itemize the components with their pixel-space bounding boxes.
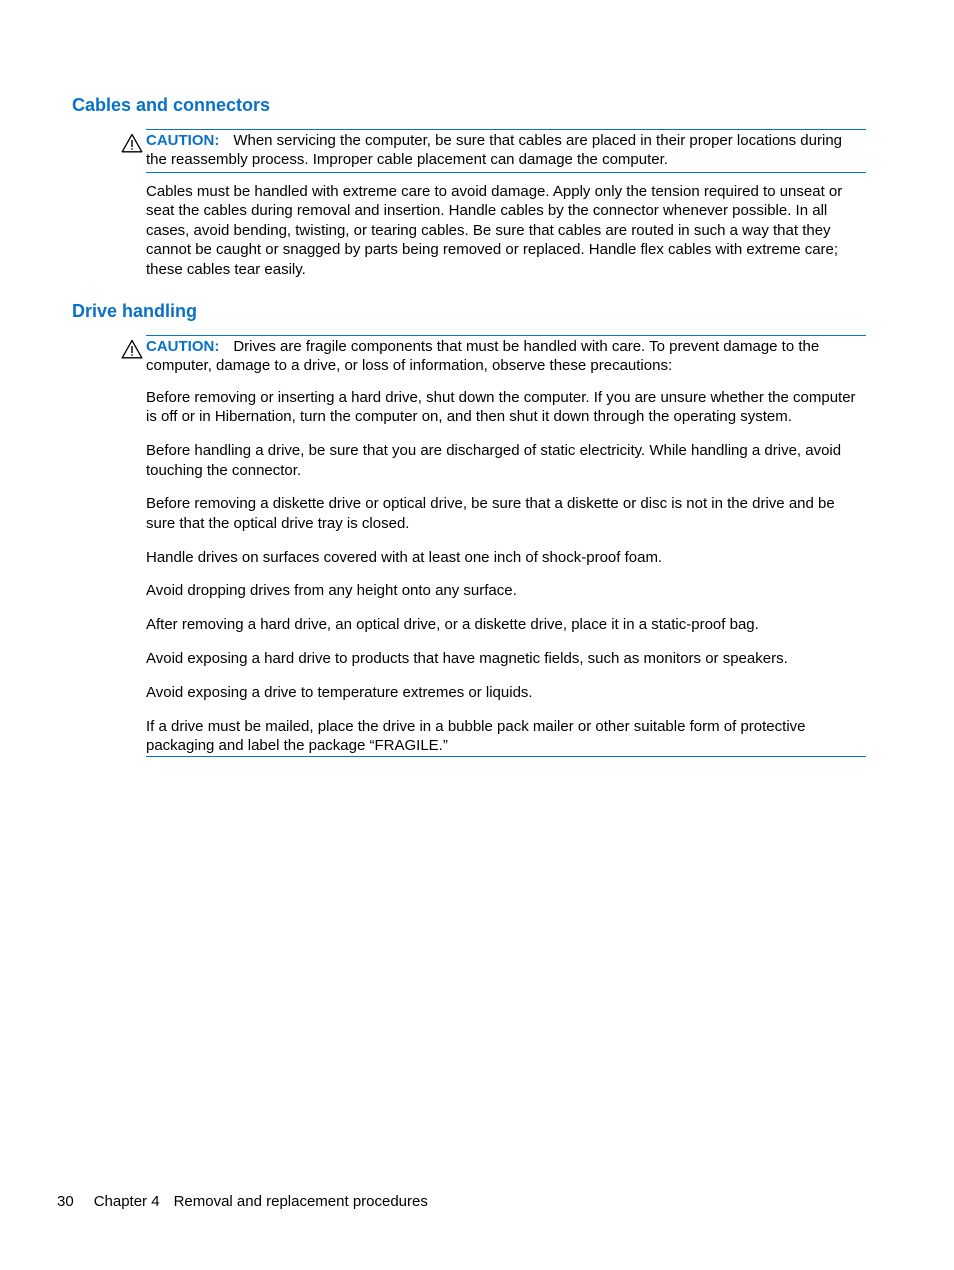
- precaution-paragraph: Avoid exposing a drive to temperature extremes or liquids.: [146, 683, 533, 701]
- page-number: 30: [57, 1193, 74, 1210]
- precaution-paragraph: Before removing or inserting a hard drive, shut down the computer. If you are unsure whether the computer is off or in Hibernation, turn the computer on, and then shut it down through the operating system.: [146, 389, 856, 426]
- drive-precautions-list: [146, 388, 866, 757]
- warning-triangle-icon: [121, 133, 143, 153]
- precaution-paragraph: Avoid dropping drives from any height onto any surface.: [146, 582, 517, 600]
- caution-message: Drives are fragile components that must be handled with care. To prevent damage to the computer, damage to a drive, or loss of information, observe these precautions:: [146, 338, 820, 375]
- caution-message: When servicing the computer, be sure that cables are placed in their proper locations during the reassembly process. Improper cable placement can damage the computer.: [146, 132, 842, 169]
- cables-body: [146, 182, 866, 279]
- warning-triangle-icon: [121, 339, 143, 359]
- section-heading-drive-handling: Drive handling: [72, 301, 198, 321]
- paragraph: Cables must be handled with extreme care to avoid damage. Apply only the tension required to unseat or seat the cables during removal and insertion. Handle cables by the connector whenever possible. In all cases, avoid bending, twisting, or tearing cables. Be sure that cables are routed in such a way that they cannot be caught or snagged by parts being removed or replaced. Handle flex cables with extreme care; these cables tear easily.: [146, 183, 843, 278]
- caution-note-cables: [146, 129, 866, 173]
- precaution-paragraph: Before removing a diskette drive or optical drive, be sure that a diskette or disc is not in the drive and be sure that the optical drive tray is closed.: [146, 495, 835, 532]
- caution-text: [146, 131, 866, 170]
- chapter-label: Chapter 4: [93, 1193, 160, 1210]
- caution-label: CAUTION:: [146, 338, 220, 355]
- precaution-paragraph: Avoid exposing a hard drive to products that have magnetic fields, such as monitors or speakers.: [146, 650, 788, 667]
- precaution-paragraph: If a drive must be mailed, place the drive in a bubble pack mailer or other suitable form of protective packaging and label the package “FRAGILE.”: [146, 717, 806, 754]
- caution-note-drives: [146, 335, 866, 376]
- chapter-title: Removal and replacement procedures: [173, 1193, 428, 1210]
- precaution-paragraph: Before handling a drive, be sure that you are discharged of static electricity. While handling a drive, avoid touching the connector.: [146, 442, 842, 479]
- section-heading-cables-and-connectors: Cables and connectors: [72, 95, 271, 115]
- page-footer: [57, 1192, 428, 1211]
- caution-text: [146, 337, 866, 376]
- precaution-paragraph: After removing a hard drive, an optical drive, or a diskette drive, place it in a static-proof bag.: [146, 616, 759, 634]
- precaution-paragraph: Handle drives on surfaces covered with at least one inch of shock-proof foam.: [146, 548, 663, 566]
- caution-label: CAUTION:: [146, 132, 220, 149]
